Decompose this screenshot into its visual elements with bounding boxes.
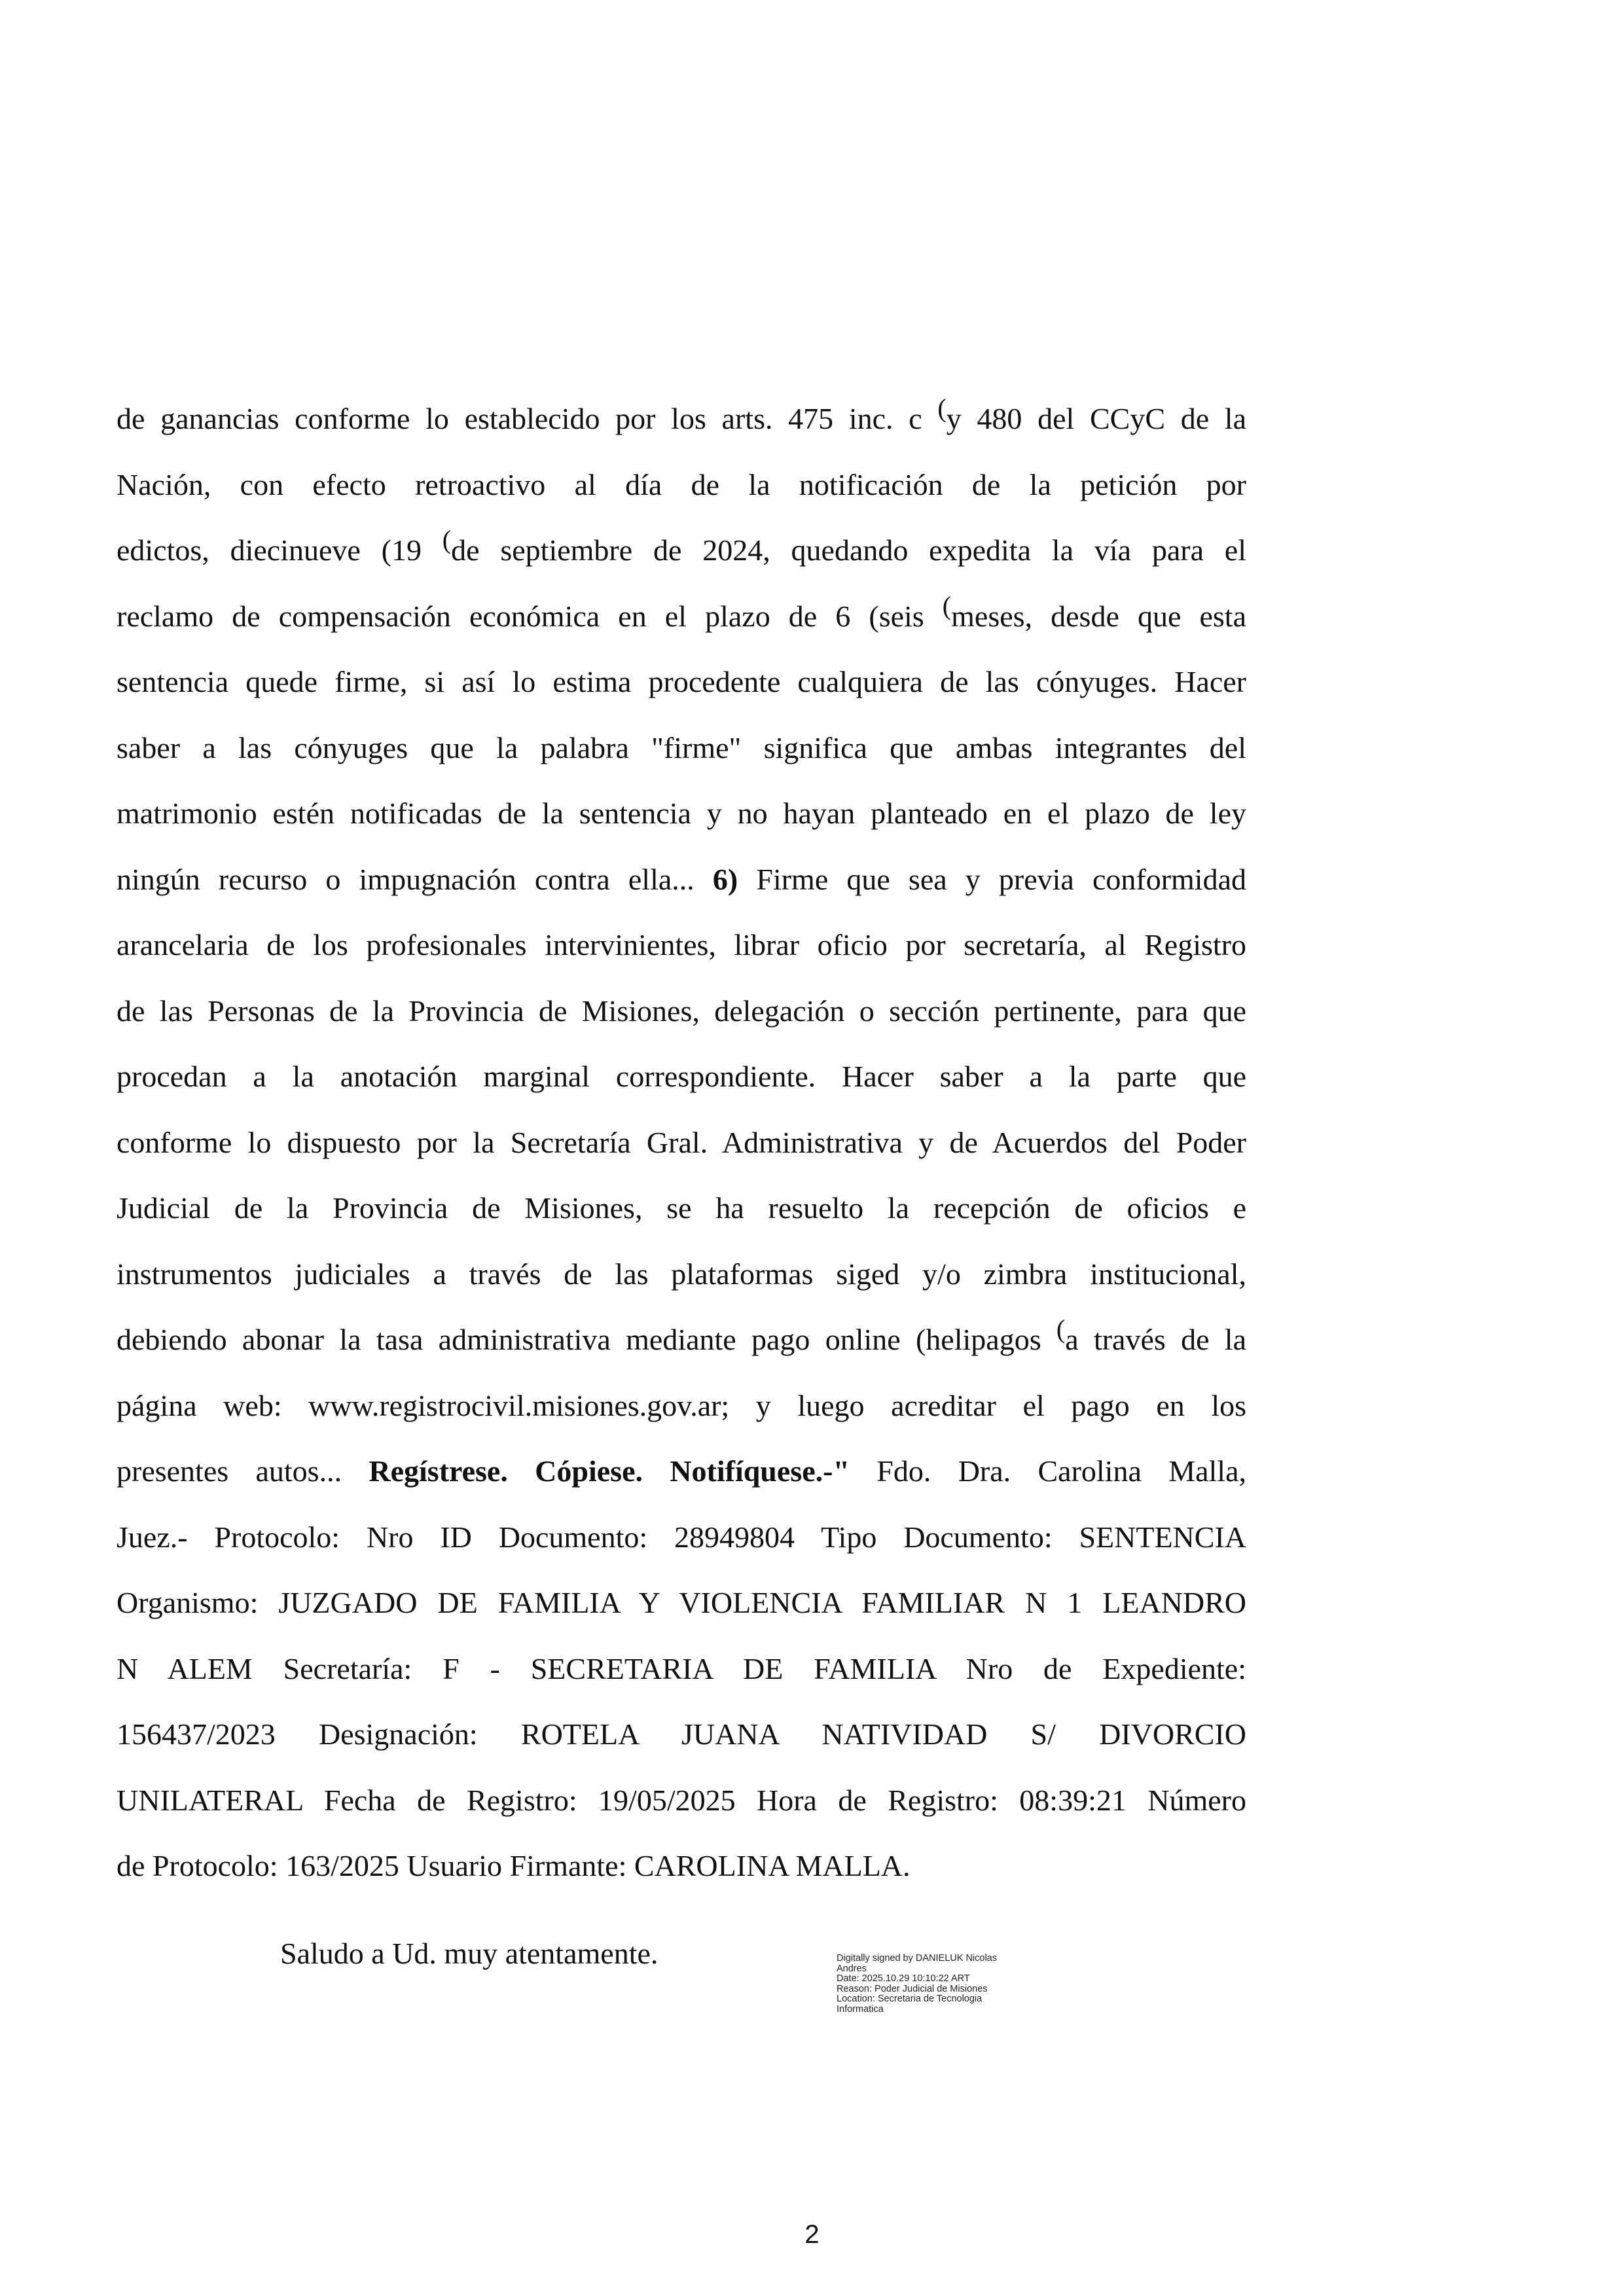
text-run: saber a las cónyuges que la palabra "firme" significa que ambas integrantes del [117,730,1246,764]
bold-text-run: Regístrese. Cópiese. Notifíquese.-" [369,1454,850,1488]
text-line [117,1768,1246,1834]
text-run: de septiembre de 2024, quedando expedita la vía para el [451,533,1246,567]
text-line [117,1307,1246,1373]
digital-signature-block [837,1954,1072,2015]
text-run: 156437/2023 Designación: ROTELA JUANA NATIVIDAD S/ DIVORCIO [117,1717,1246,1751]
superscript-parenthesis: ( [442,525,452,554]
text-run: reclamo de compensación económica en el plazo de 6 (seis [117,599,943,633]
text-line [117,847,1246,913]
text-run: sentencia quede firme, si así lo estima procedente cualquiera de las cónyuges. Hacer [117,665,1246,698]
signature-line: Informatica [837,2003,884,2015]
text-run: presentes autos... [117,1454,369,1488]
signature-line: Date: 2025.10.29 10:10:22 ART [837,1973,970,1984]
text-line [117,386,1246,452]
text-run: Firme que sea y previa conformidad [738,862,1247,896]
text-run: matrimonio estén notificadas de la sentencia y no hayan planteado en el plazo de ley [117,797,1246,830]
superscript-parenthesis: ( [1056,1314,1066,1344]
text-line [117,452,1246,518]
text-run: ningún recurso o impugnación contra ella... [117,862,713,896]
text-line [117,1702,1246,1768]
text-line [117,1373,1246,1439]
text-run: meses, desde que esta [951,599,1246,633]
text-run: Judicial de la Provincia de Misiones, se ha resuelto la recepción de oficios e [117,1191,1246,1225]
text-run: Fdo. Dra. Carolina Malla, [849,1454,1246,1488]
text-run: de Protocolo: 163/2025 Usuario Firmante: CAROLINA MALLA. [117,1849,911,1882]
signature-line: Digitally signed by DANIELUK Nicolas [837,1953,997,1964]
text-line [117,1505,1246,1571]
text-run: a través de la [1065,1323,1246,1356]
text-line [117,1175,1246,1242]
text-run: debiendo abonar la tasa administrativa mediante pago online (helipagos [117,1323,1056,1356]
superscript-parenthesis: ( [937,393,947,423]
superscript-parenthesis: ( [942,590,952,620]
text-run: UNILATERAL Fecha de Registro: 19/05/2025 Hora de Registro: 08:39:21 Número [117,1783,1246,1817]
text-run: de las Personas de la Provincia de Misiones, delegación o sección pertinente, para que [117,994,1246,1028]
bold-text-run: 6) [712,862,738,896]
text-line [117,912,1246,978]
text-line [117,1242,1246,1308]
text-run: Nación, con efecto retroactivo al día de la notificación de la petición por [117,467,1246,501]
text-line [117,781,1246,847]
text-line [117,518,1246,584]
text-run: conforme lo dispuesto por la Secretaría Gral. Administrativa y de Acuerdos del Poder [117,1125,1246,1159]
text-run: N ALEM Secretaría: F - SECRETARIA DE FAMILIA Nro de Expediente: [117,1651,1246,1685]
text-line [117,1636,1246,1702]
text-run: Organismo: JUZGADO DE FAMILIA Y VIOLENCIA FAMILIAR N 1 LEANDRO [117,1586,1246,1619]
signature-line: Location: Secretaria de Tecnologia [837,1994,983,2004]
text-run: procedan a la anotación marginal correspondiente. Hacer saber a la parte que [117,1060,1246,1093]
text-run: página web: www.registrocivil.misiones.gov.ar; y luego acreditar el pago en los [117,1388,1246,1422]
text-run: instrumentos judiciales a través de las plataformas siged y/o zimbra institucional, [117,1257,1246,1291]
text-run: y 480 del CCyC de la [946,402,1247,435]
closing-salutation: Saludo a Ud. muy atentamente. [280,1937,659,1970]
text-line [117,1833,1246,1899]
text-line [117,1570,1246,1636]
text-line [117,649,1246,715]
text-line [117,978,1246,1045]
page-number: 2 [804,2220,820,2249]
text-line [117,1044,1246,1110]
text-run: Juez.- Protocolo: Nro ID Documento: 28949804 Tipo Documento: SENTENCIA [117,1520,1246,1554]
text-run: edictos, diecinueve (19 [117,533,442,567]
signature-line: Reason: Poder Judicial de Misiones [837,1983,988,1994]
text-run: arancelaria de los profesionales intervinientes, librar oficio por secretaría, al Registro [117,928,1246,961]
text-line [117,1110,1246,1176]
text-line [117,1439,1246,1505]
signature-line: Andres [837,1963,867,1974]
text-line [117,715,1246,781]
body-text [117,386,1246,1899]
text-line [117,584,1246,650]
text-run: de ganancias conforme lo establecido por los arts. 475 inc. c [117,402,938,435]
